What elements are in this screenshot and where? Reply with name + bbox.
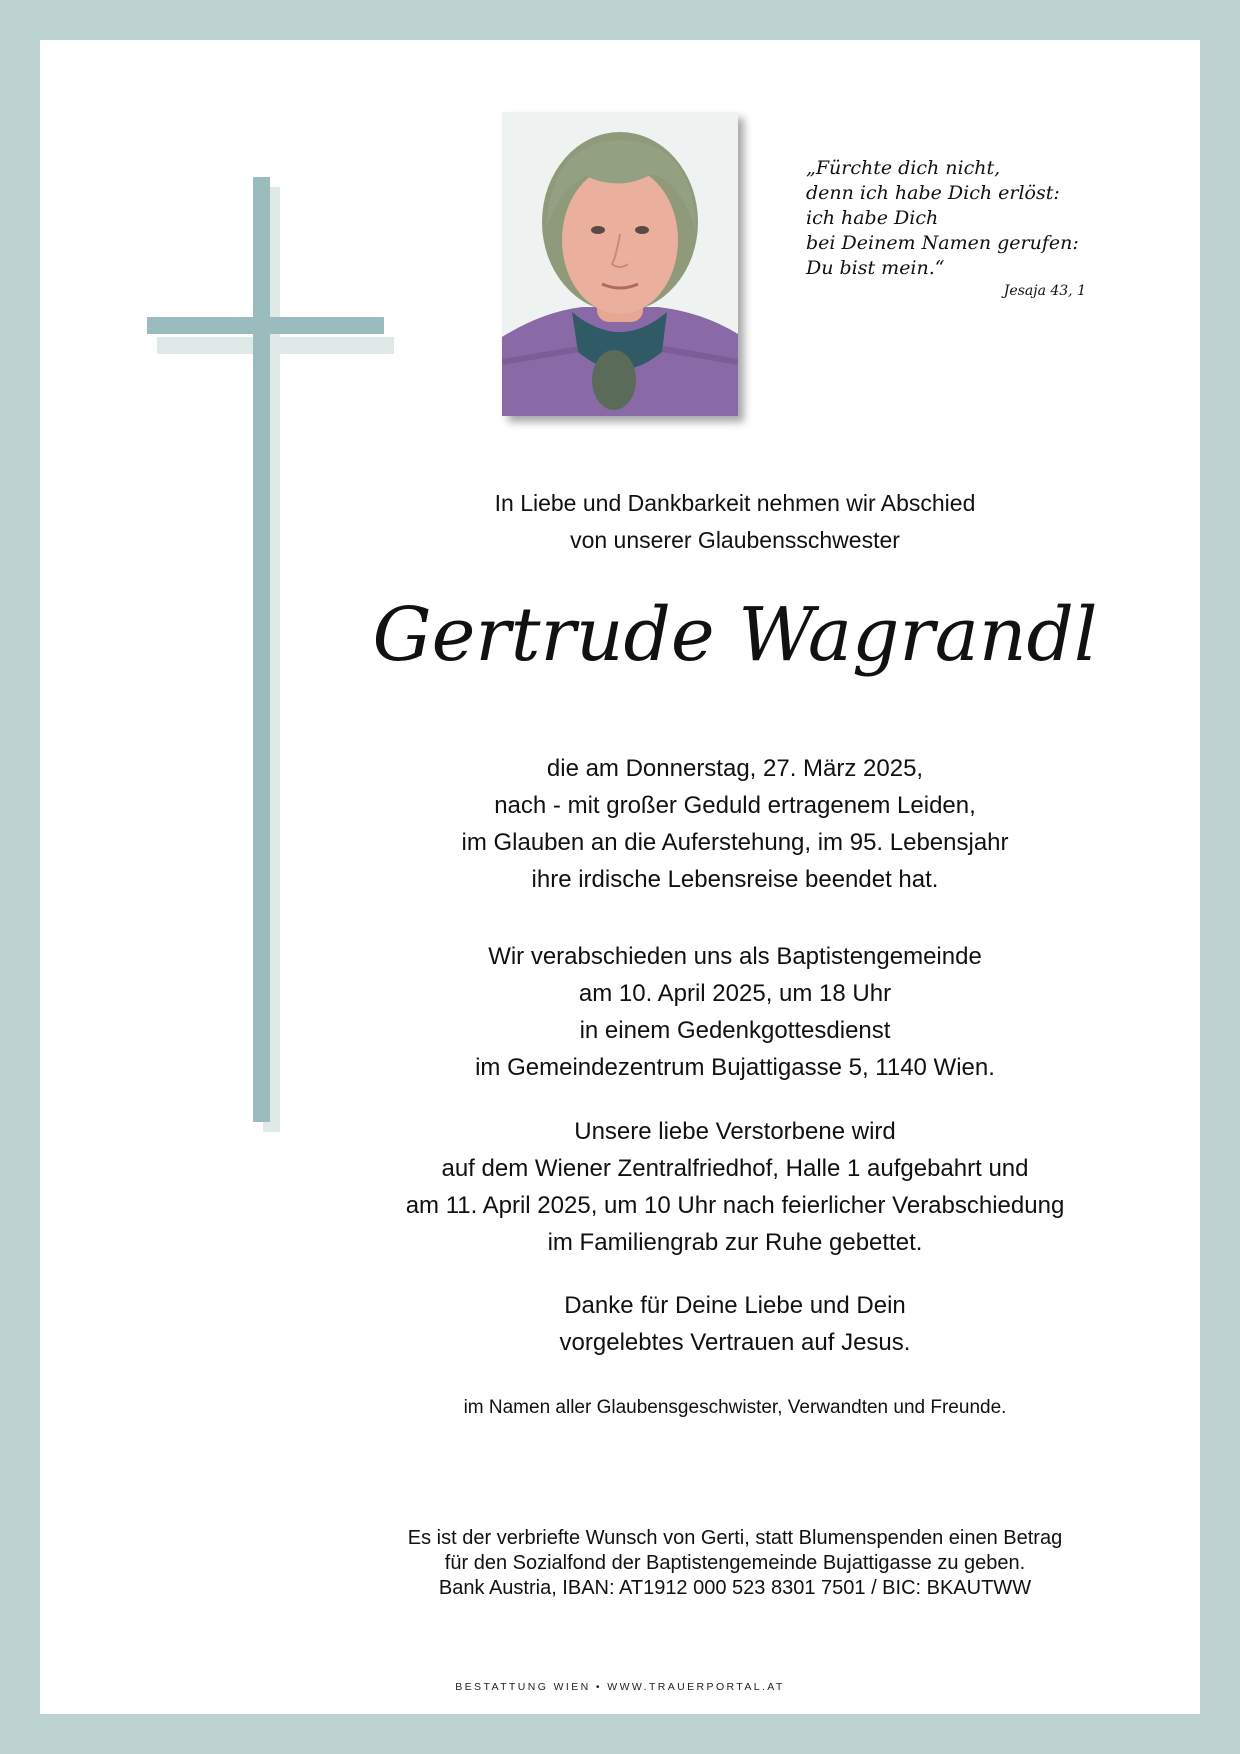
cross-shadow: [157, 337, 394, 354]
portrait-photo: [502, 112, 738, 416]
intro-line: In Liebe und Dankbarkeit nehmen wir Abschied: [494, 490, 976, 516]
intro-text: [330, 485, 1140, 559]
deceased-name: Gertrude Wagrandl: [372, 592, 1098, 678]
quote-line: denn ich habe Dich erlöst:: [806, 182, 1060, 204]
death-announcement: [330, 750, 1140, 898]
quote-line: „Fürchte dich nicht,: [806, 157, 1001, 179]
thanks-text: [330, 1287, 1140, 1361]
donation-line: für den Sozialfond der Baptistengemeinde Bujattigasse zu geben.: [444, 1552, 1026, 1574]
burial-info: [330, 1113, 1140, 1261]
quote-reference: Jesaja 43, 1: [1003, 283, 1086, 299]
quote-line: Du bist mein.“: [806, 257, 945, 279]
donation-note: [330, 1526, 1140, 1601]
paragraph-line: die am Donnerstag, 27. März 2025,: [546, 755, 924, 782]
cross-icon: [147, 317, 384, 334]
paragraph-line: in einem Gedenkgottesdienst: [579, 1017, 891, 1044]
paragraph-line: Wir verabschieden uns als Baptistengemeinde: [488, 943, 982, 970]
paragraph-line: am 11. April 2025, um 10 Uhr nach feierlicher Verabschiedung: [405, 1192, 1065, 1219]
paragraph-line: im Glauben an die Auferstehung, im 95. Lebensjahr: [461, 829, 1009, 856]
paragraph-line: im Familiengrab zur Ruhe gebettet.: [547, 1229, 923, 1256]
signoff: im Namen aller Glaubensgeschwister, Verwandten und Freunde.: [463, 1397, 1007, 1418]
paragraph-line: am 10. April 2025, um 18 Uhr: [578, 980, 892, 1007]
paragraph-line: im Gemeindezentrum Bujattigasse 5, 1140 Wien.: [475, 1054, 995, 1081]
donation-line: Bank Austria, IBAN: AT1912 000 523 8301 7501 / BIC: BKAUTWW: [438, 1577, 1032, 1599]
bible-quote: [806, 156, 1106, 281]
memorial-service: [330, 938, 1140, 1086]
paragraph-line: auf dem Wiener Zentralfriedhof, Halle 1 aufgebahrt und: [441, 1155, 1029, 1182]
paragraph-line: Unsere liebe Verstorbene wird: [574, 1118, 896, 1145]
paragraph-line: vorgelebtes Vertrauen auf Jesus.: [559, 1329, 911, 1356]
paragraph-line: nach - mit großer Geduld ertragenem Leiden,: [494, 792, 976, 819]
quote-line: ich habe Dich: [806, 207, 939, 229]
donation-line: Es ist der verbriefte Wunsch von Gerti, statt Blumenspenden einen Betrag: [407, 1527, 1063, 1549]
paragraph-line: ihre irdische Lebensreise beendet hat.: [531, 866, 939, 893]
intro-line: von unserer Glaubensschwester: [570, 527, 900, 553]
quote-line: bei Deinem Namen gerufen:: [806, 232, 1079, 254]
portrait-illustration: [502, 112, 738, 416]
paragraph-line: Danke für Deine Liebe und Dein: [564, 1292, 906, 1319]
publisher-credit: BESTATTUNG WIEN • WWW.TRAUERPORTAL.AT: [455, 1681, 785, 1693]
